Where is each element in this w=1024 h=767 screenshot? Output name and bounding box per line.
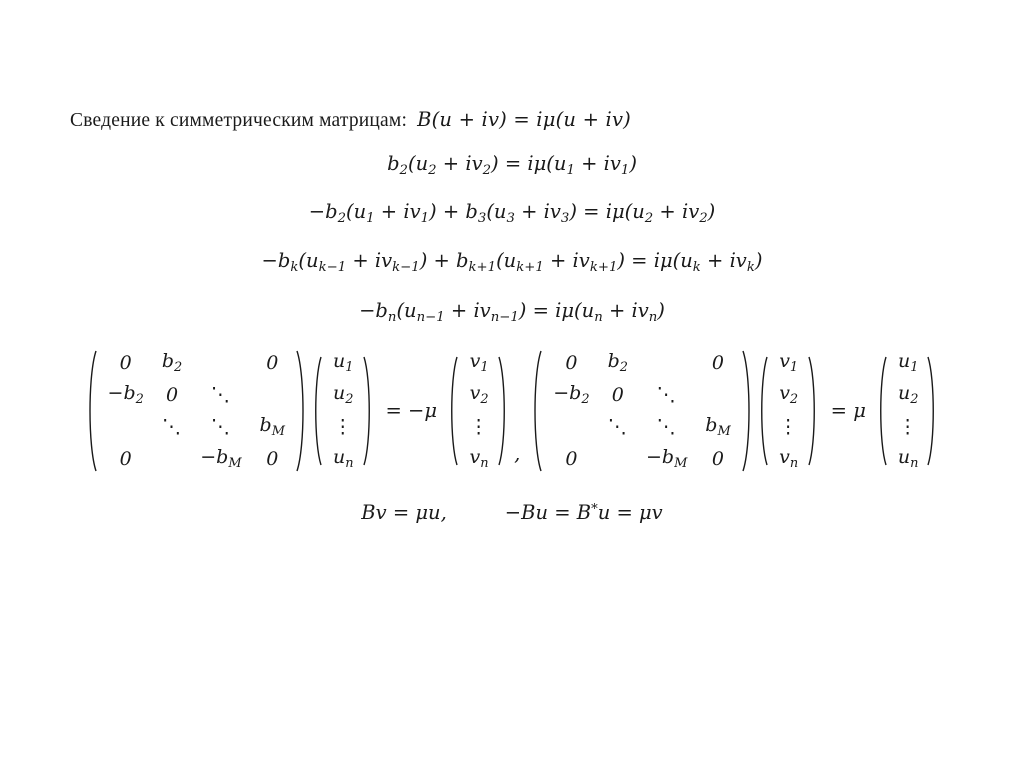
- list-item: $v_1$: [469, 350, 489, 376]
- matrix-equations-row: [0, 347, 1024, 475]
- matrix-left: [99, 347, 294, 475]
- table-row: ⋱ ⋱ $b_M$: [607, 414, 731, 440]
- list-item: ⋮: [469, 415, 490, 438]
- final-equation-right: −Bu = B*u = μv: [504, 500, 663, 524]
- table-row: 0 $b_2$ 0: [119, 350, 279, 376]
- equation-1: $b_2(u_2 + iv_2) = i\mu(u_1 + iv_1)$: [387, 152, 637, 179]
- final-equation-left: Bv = μu,: [361, 500, 447, 524]
- operator-left: = −μ: [385, 399, 438, 423]
- left-paren-icon: [446, 355, 462, 467]
- list-item: $u_n$: [332, 446, 354, 472]
- list-item: $u_n$: [897, 446, 919, 472]
- right-paren-icon: [294, 349, 310, 473]
- list-item: $u_2$: [332, 382, 354, 408]
- list-item: ⋮: [778, 415, 799, 438]
- table-row: $-b_2$ 0 ⋱: [107, 382, 231, 408]
- list-item: ⋮: [898, 415, 919, 438]
- slide-content: [0, 108, 1024, 524]
- final-equation-line: [0, 501, 1024, 524]
- matrix-equation-right: [528, 347, 941, 475]
- vector-u-right: [891, 347, 926, 475]
- heading-line: [0, 108, 1024, 132]
- table-row: 0 $b_2$ 0: [565, 350, 725, 376]
- operator-right: = μ: [830, 399, 866, 423]
- list-item: $u_2$: [897, 382, 919, 408]
- right-paren-icon: [925, 355, 941, 467]
- table-row: ⋱ ⋱ $b_M$: [162, 414, 285, 440]
- vector-v-right: [772, 347, 806, 475]
- list-item: $v_n$: [469, 446, 489, 472]
- left-paren-icon: [83, 349, 99, 473]
- equation-2: $-b_2(u_1 + iv_1) + b_3(u_3 + iv_3) = i\mu(u_2 + iv_2)$: [308, 200, 716, 227]
- matrix-right: [544, 347, 739, 475]
- vector-u-left: [326, 347, 361, 475]
- vector-v-left: [462, 347, 496, 475]
- table-row: $-b_2$ 0 ⋱: [553, 382, 677, 408]
- right-paren-icon: [740, 349, 756, 473]
- left-paren-icon: [310, 355, 326, 467]
- right-paren-icon: [806, 355, 822, 467]
- list-item: $v_1$: [779, 350, 799, 376]
- table-row: 0 $-b_M$ 0: [119, 446, 279, 472]
- list-item: $v_2$: [469, 382, 489, 408]
- list-item: $v_2$: [779, 382, 799, 408]
- matrix-equation-left: [83, 347, 513, 475]
- heading-equation: B(u + iv) = iμ(u + iv): [417, 108, 631, 131]
- equation-3: $-b_k(u_{k-1} + iv_{k-1}) + b_{k+1}(u_{k+1} + iv_{k+1}) = i\mu(u_k + iv_k)$: [261, 249, 763, 276]
- equation-separator: ,: [514, 441, 521, 465]
- list-item: ⋮: [333, 415, 354, 438]
- list-item: $u_1$: [332, 350, 354, 376]
- heading-text: Сведение к симметрическим матрицам:: [70, 110, 408, 131]
- left-paren-icon: [875, 355, 891, 467]
- list-item: $u_1$: [897, 350, 919, 376]
- left-paren-icon: [756, 355, 772, 467]
- list-item: $v_n$: [779, 446, 799, 472]
- equation-4: $-b_n(u_{n-1} + iv_{n-1}) = i\mu(u_n + iv_n)$: [359, 298, 665, 325]
- left-paren-icon: [528, 349, 544, 473]
- table-row: 0 $-b_M$ 0: [565, 446, 725, 472]
- right-paren-icon: [496, 355, 512, 467]
- right-paren-icon: [361, 355, 377, 467]
